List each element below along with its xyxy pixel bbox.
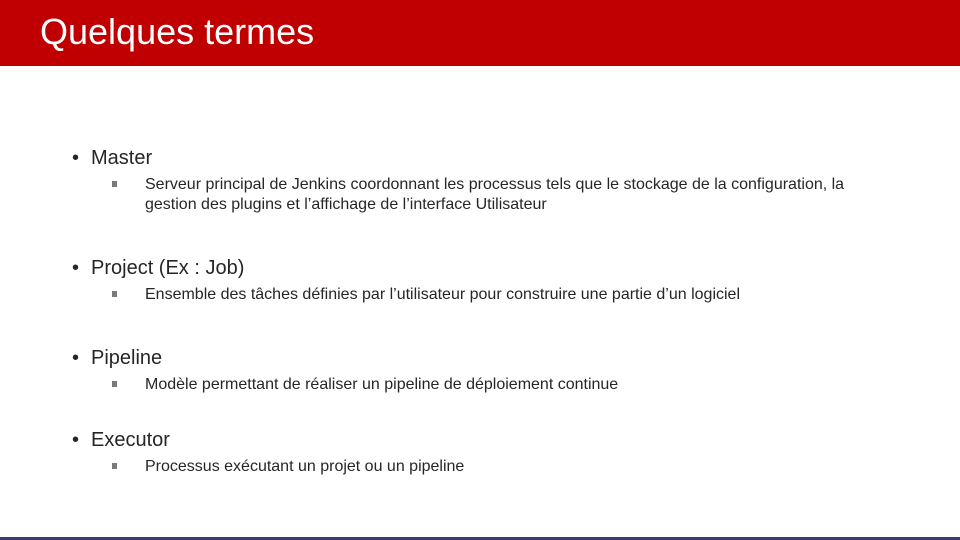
square-bullet-icon [112, 181, 117, 187]
term-executor [72, 428, 170, 452]
definition-text: Ensemble des tâches définies par l’utilisateur pour construire une partie d’un logiciel [145, 286, 740, 303]
bullet-icon: • [72, 257, 80, 279]
definition-text: Serveur principal de Jenkins coordonnant les processus tels que le stockage de la configuration, la gestion des plugins et l’affichage de l’interface Utilisateur [145, 176, 845, 213]
square-bullet-icon [112, 463, 117, 469]
definition-text: Processus exécutant un projet ou un pipeline [145, 458, 465, 475]
term-label: Project (Ex : Job) [91, 257, 245, 279]
slide-title: Quelques termes [40, 11, 315, 52]
term-master [72, 146, 152, 170]
bullet-icon: • [72, 429, 80, 451]
bullet-icon: • [72, 147, 80, 169]
term-label: Master [91, 147, 153, 169]
term-label: Executor [91, 429, 170, 451]
term-project [72, 256, 244, 280]
term-label: Pipeline [91, 347, 163, 369]
square-bullet-icon [112, 381, 117, 387]
title-bar [0, 0, 960, 66]
square-bullet-icon [112, 291, 117, 297]
bullet-icon: • [72, 347, 80, 369]
definition-text: Modèle permettant de réaliser un pipeline de déploiement continue [145, 376, 619, 393]
term-pipeline [72, 346, 162, 370]
